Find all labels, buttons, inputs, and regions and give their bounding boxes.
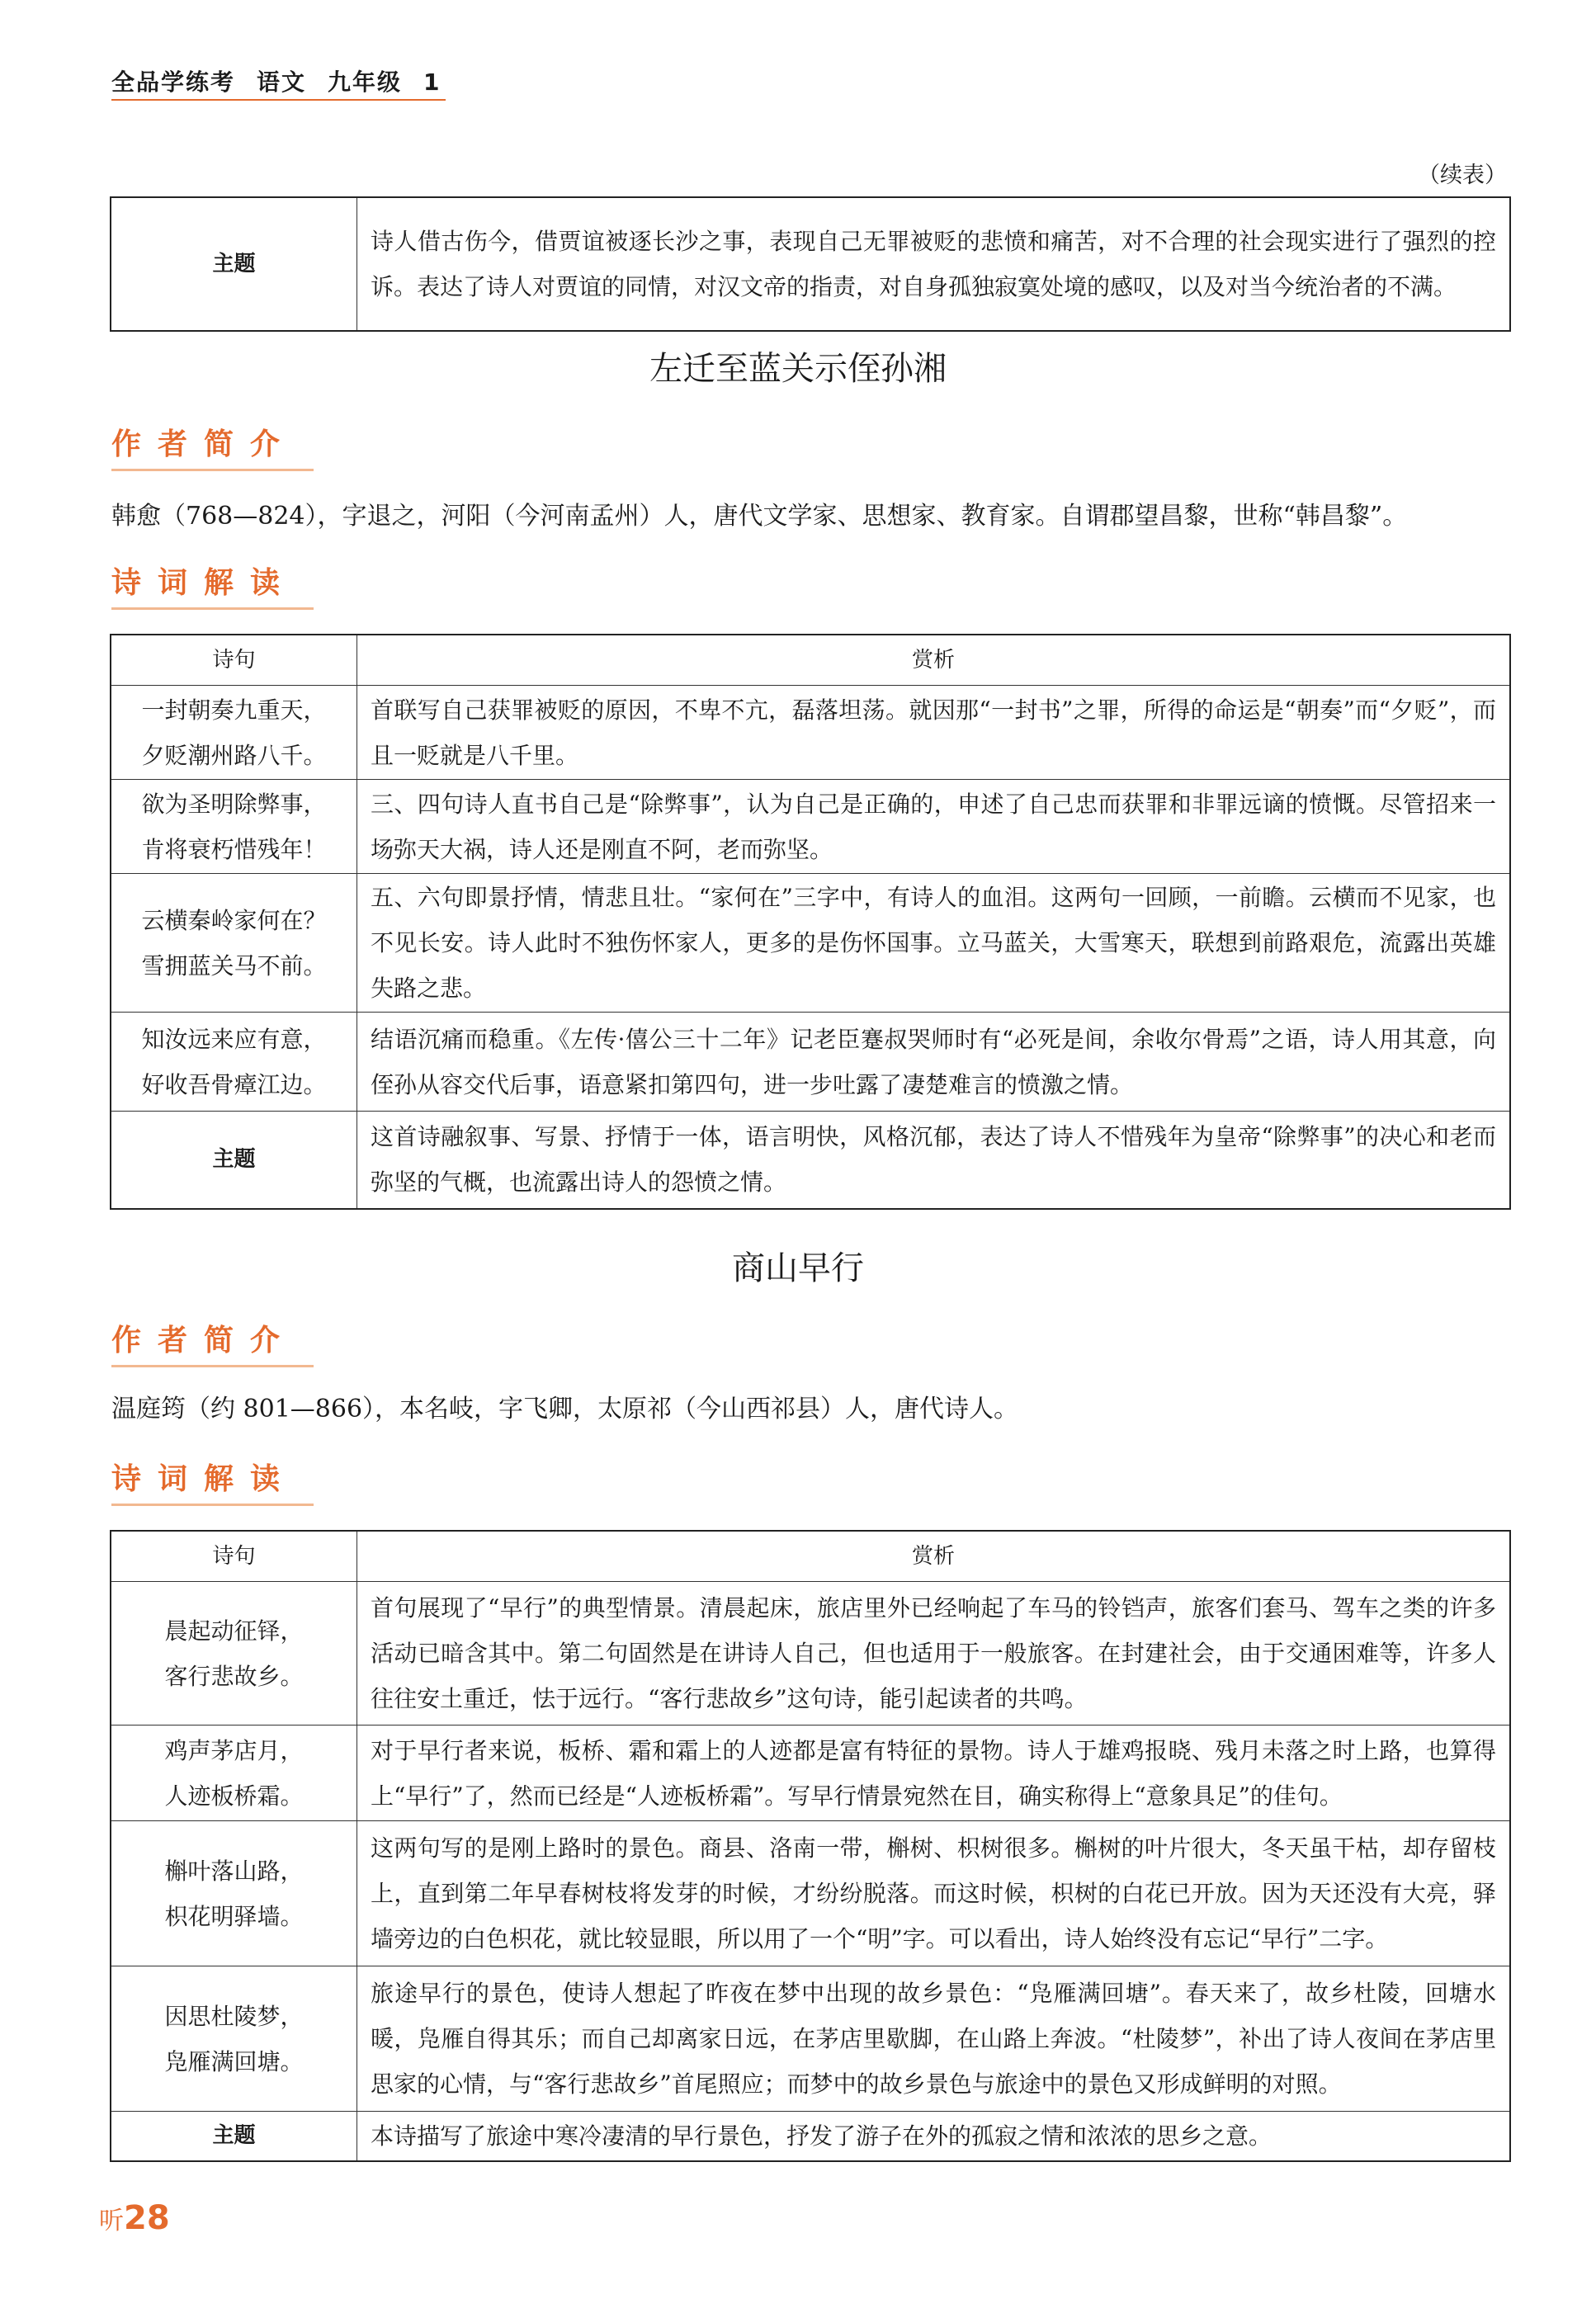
analysis-text: 对于早行者来说，板桥、霜和霜上的人迹都是富有特征的景物。诗人于雄鸡报晓、残月未落之时上路，也算得上“早行”了，然而已经是“人迹板桥霜”。写早行情景宛然在目，确实称得上“意象具足”的佳句。 — [357, 1726, 1511, 1821]
verse-line: 雪拥蓝关马不前。 — [141, 951, 327, 980]
author-heading: 作者简介 — [111, 1317, 296, 1359]
table-row — [111, 1112, 1510, 1209]
author-heading: 作者简介 — [111, 421, 296, 463]
col-analysis-header: 赏析 — [357, 1531, 1511, 1582]
verse-line: 好收吾骨瘴江边。 — [141, 1070, 327, 1098]
analysis-text: 这两句写的是刚上路时的景色。商县、洛南一带，槲树、枳树很多。槲树的叶片很大，冬天虽干枯，却存留枝上，直到第二年早春树枝将发芽的时候，才纷纷脱落。而这时候，枳树的白花已开放。因为天还没有大亮，驿墙旁边的白色枳花，就比较显眼，所以用了一个“明”字。可以看出，诗人始终没有忘记“早行”二字。 — [357, 1821, 1511, 1966]
verse-line: 晨起动征铎， — [164, 1617, 304, 1645]
table-row — [111, 780, 1510, 874]
page-number — [99, 2199, 170, 2237]
theme-label: 主题 — [111, 197, 357, 331]
col-analysis-header: 赏析 — [357, 635, 1511, 686]
theme-label: 主题 — [111, 1112, 357, 1209]
analysis-text: 结语沉痛而稳重。《左传·僖公三十二年》记老臣蹇叔哭师时有“必死是间，余收尔骨焉”之语，诗人用其意，向侄孙从容交代后事，语意紧扣第四句，进一步吐露了凄楚难言的愤激之情。 — [357, 1013, 1511, 1112]
verse-line: 因思杜陵梦， — [164, 2002, 304, 2030]
analysis-table — [110, 634, 1511, 1210]
grade: 九年级 — [328, 68, 403, 96]
theme-text: 这首诗融叙事、写景、抒情于一体，语言明快，风格沉郁，表达了诗人不惜残年为皇帝“除弊事”的决心和老而弥坚的气概，也流露出诗人的怨愤之情。 — [357, 1112, 1511, 1209]
page-prefix: 听 — [99, 2207, 124, 2235]
continued-note: （续表） — [1418, 163, 1507, 188]
verse-line: 槲叶落山路， — [164, 1857, 304, 1885]
theme-label: 主题 — [111, 2112, 357, 2161]
theme-text: 诗人借古伤今，借贾谊被逐长沙之事，表现自己无罪被贬的悲愤和痛苦，对不合理的社会现实进行了强烈的控诉。表达了诗人对贾谊的同情，对汉文帝的指责，对自身孤独寂寞处境的感叹，以及对当今统治者的不满。 — [357, 197, 1511, 331]
analysis-table — [110, 1530, 1511, 2162]
verse-line: 人迹板桥霜。 — [164, 1782, 304, 1810]
table-row — [111, 874, 1510, 1013]
analysis-text: 五、六句即景抒情，情悲且壮。“家何在”三字中，有诗人的血泪。这两句一回顾，一前瞻。云横而不见家，也不见长安。诗人此时不独伤怀家人，更多的是伤怀国事。立马蓝关，大雪寒天，联想到前路艰危，流露出英雄失路之悲。 — [357, 874, 1511, 1013]
verse-line: 鸡声茅店月， — [164, 1736, 304, 1764]
volume: 1 — [423, 68, 441, 96]
col-verse-header: 诗句 — [111, 1531, 357, 1582]
continued-table — [110, 196, 1511, 332]
verse-line: 枳花明驿墙。 — [164, 1902, 304, 1930]
verse-line: 知汝远来应有意， — [141, 1025, 327, 1053]
analysis-text: 首句展现了“早行”的典型情景。清晨起床，旅店里外已经响起了车马的铃铛声，旅客们套马、驾车之类的许多活动已暗含其中。第二句固然是在讲诗人自己，但也适用于一般旅客。在封建社会，由于交通困难等，许多人往往安土重迁，怯于远行。“客行悲故乡”这句诗，能引起读者的共鸣。 — [357, 1582, 1511, 1726]
verse-line: 客行悲故乡。 — [164, 1662, 304, 1690]
verse-line: 夕贬潮州路八千。 — [141, 741, 327, 769]
table-row — [111, 1726, 1510, 1821]
verse-line: 云横秦岭家何在？ — [141, 906, 327, 934]
analysis-text: 首联写自己获罪被贬的原因，不卑不亢，磊落坦荡。就因那“一封书”之罪，所得的命运是“朝奏”而“夕贬”，而且一贬就是八千里。 — [357, 686, 1511, 780]
reading-heading: 诗词解读 — [111, 559, 296, 602]
table-row — [111, 1013, 1510, 1112]
page-number-value: 28 — [124, 2199, 170, 2237]
col-verse-header: 诗句 — [111, 635, 357, 686]
verse-line: 肯将衰朽惜残年！ — [141, 835, 327, 863]
verse-line: 欲为圣明除弊事， — [141, 790, 327, 818]
reading-heading: 诗词解读 — [111, 1456, 296, 1498]
verse-line: 一封朝奏九重天， — [141, 696, 327, 724]
author-intro: 温庭筠（约 801—866），本名岐，字飞卿，太原祁（今山西祁县）人，唐代诗人。 — [111, 1395, 1019, 1423]
analysis-text: 三、四句诗人直书自己是“除弊事”，认为自己是正确的，申述了自己忠而获罪和非罪远谪的愤慨。尽管招来一场弥天大祸，诗人还是刚直不阿，老而弥坚。 — [357, 780, 1511, 874]
author-intro: 韩愈（768—824），字退之，河阳（今河南孟州）人，唐代文学家、思想家、教育家。自谓郡望昌黎，世称“韩昌黎”。 — [111, 502, 1408, 531]
verse-line: 凫雁满回塘。 — [164, 2047, 304, 2075]
analysis-text: 旅途早行的景色，使诗人想起了昨夜在梦中出现的故乡景色：“凫雁满回塘”。春天来了，故乡杜陵，回塘水暖，凫雁自得其乐；而自己却离家日远，在茅店里歇脚，在山路上奔波。“杜陵梦”，补出了诗人夜间在茅店里思家的心情，与“客行悲故乡”首尾照应；而梦中的故乡景色与旅途中的景色又形成鲜明的对照。 — [357, 1966, 1511, 2112]
subject: 语文 — [257, 68, 307, 96]
header-rule — [111, 99, 446, 101]
poem-title: 商山早行 — [732, 1249, 864, 1287]
poem-title: 左迁至蓝关示侄孙湘 — [649, 350, 947, 388]
table-row — [111, 1966, 1510, 2112]
table-row — [111, 686, 1510, 780]
table-row — [111, 2112, 1510, 2161]
theme-text: 本诗描写了旅途中寒冷凄清的早行景色，抒发了游子在外的孤寂之情和浓浓的思乡之意。 — [357, 2112, 1511, 2161]
table-row — [111, 1821, 1510, 1966]
table-row — [111, 1582, 1510, 1726]
page-header — [111, 64, 463, 97]
series-name: 全品学练考 — [111, 68, 236, 96]
